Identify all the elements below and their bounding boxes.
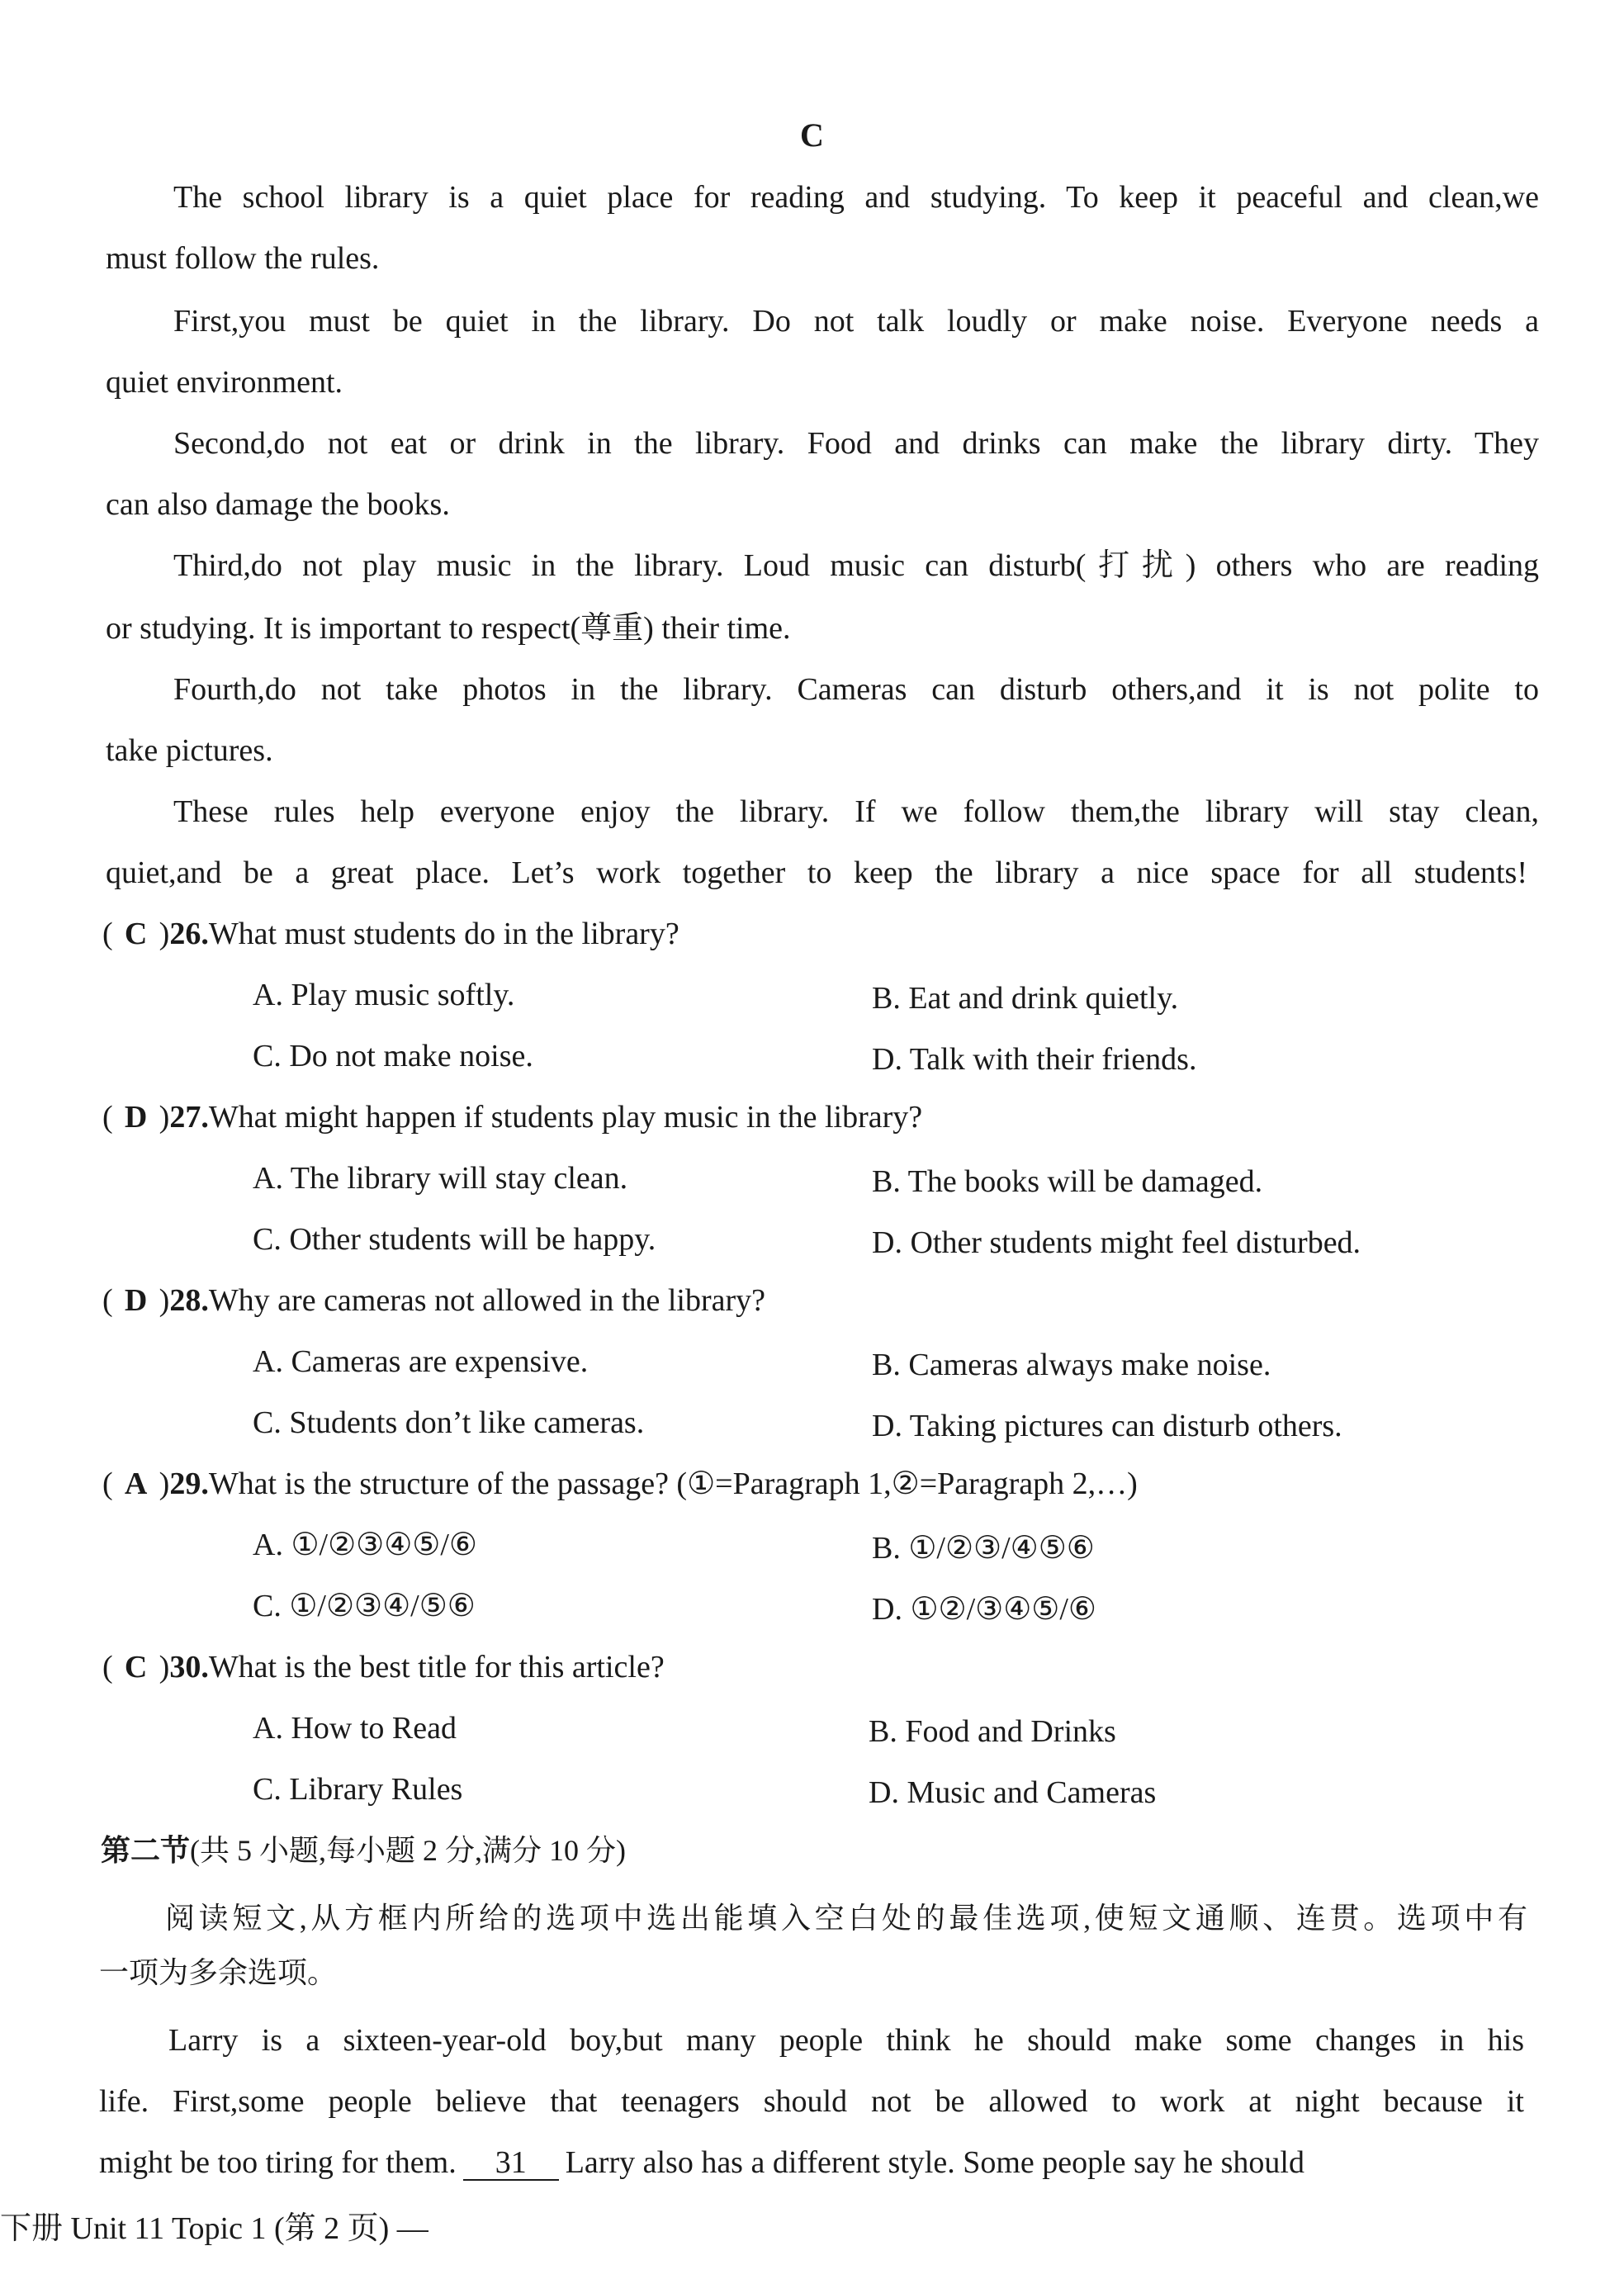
option-c: C. Library Rules: [253, 1772, 463, 1807]
question-30: ( C )30.What is the best title for this article?: [102, 1650, 665, 1684]
passage-line-with-blank: [99, 2144, 1304, 2182]
passage-line: can also damage the books.: [106, 487, 450, 522]
passage-line: Larry is a sixteen-year-old boy,but many people think he should make some changes in his: [168, 2023, 1524, 2058]
passage-line: Third,do not play music in the library. Loud music can disturb(打扰) others who are reading: [173, 548, 1539, 583]
instruction-line: 阅读短文,从方框内所给的选项中选出能填入空白处的最佳选项,使短文通顺、连贯。选项中有: [165, 1902, 1527, 1935]
question-number: 29.: [169, 1466, 209, 1501]
passage-line: These rules help everyone enjoy the library. If we follow them,the library will stay clean,: [173, 794, 1539, 829]
passage-line: take pictures.: [106, 733, 273, 768]
question-number: 30.: [169, 1650, 209, 1684]
answer-mark: C: [124, 1650, 148, 1684]
passage-line: Fourth,do not take photos in the library. Cameras can disturb others,and it is not polite to: [173, 672, 1539, 707]
passage-line: or studying. It is important to respect(尊重) their time.: [106, 611, 791, 646]
option-d: D. ①②/③④⑤/⑥: [872, 1592, 1096, 1627]
option-a: A. The library will stay clean.: [253, 1161, 628, 1196]
answer-mark: A: [124, 1466, 148, 1501]
question-26: ( C )26.What must students do in the library?: [102, 917, 679, 951]
passage-text: Larry also has a different style. Some people say he should: [565, 2145, 1304, 2180]
page-footer: 下册 Unit 11 Topic 1 (第 2 页) —: [0, 2211, 428, 2246]
blank-31: 31: [463, 2146, 559, 2181]
option-a: A. Play music softly.: [253, 978, 515, 1012]
question-number: 26.: [169, 917, 209, 951]
option-b: B. ①/②③/④⑤⑥: [872, 1531, 1095, 1566]
passage-line: must follow the rules.: [106, 241, 380, 276]
option-c: C. ①/②③④/⑤⑥: [253, 1589, 476, 1623]
question-27: ( D )27.What might happen if students play music in the library?: [102, 1100, 923, 1135]
passage-line: quiet,and be a great place. Let’s work together to keep the library a nice space for all students!: [106, 855, 1527, 890]
option-d: D. Music and Cameras: [869, 1775, 1157, 1810]
passage-line: quiet environment.: [106, 365, 343, 400]
option-c: C. Do not make noise.: [253, 1039, 533, 1073]
question-text: What might happen if students play music in the library?: [208, 1100, 923, 1135]
option-d: D. Taking pictures can disturb others.: [872, 1409, 1342, 1443]
option-b: B. Food and Drinks: [869, 1714, 1116, 1749]
option-b: B. Cameras always make noise.: [872, 1348, 1271, 1382]
question-text: Why are cameras not allowed in the library?: [208, 1283, 766, 1318]
section-heading: [101, 1831, 626, 1869]
passage-letter: C: [800, 116, 824, 154]
option-c: C. Other students will be happy.: [253, 1222, 656, 1257]
passage-line: Second,do not eat or drink in the library. Food and drinks can make the library dirty. They: [173, 426, 1539, 461]
question-text: What is the best title for this article?: [208, 1650, 665, 1684]
question-number: 27.: [169, 1100, 209, 1135]
answer-mark: C: [124, 917, 148, 951]
option-a: A. How to Read: [253, 1711, 457, 1746]
option-d: D. Other students might feel disturbed.: [872, 1225, 1361, 1260]
passage-line: life. First,some people believe that teenagers should not be allowed to work at night because it: [99, 2084, 1524, 2119]
answer-mark: D: [124, 1283, 148, 1318]
option-b: B. The books will be damaged.: [872, 1164, 1263, 1199]
question-28: ( D )28.Why are cameras not allowed in the library?: [102, 1283, 766, 1318]
answer-mark: D: [124, 1100, 148, 1135]
section-title: 第二节: [101, 1834, 191, 1867]
instruction-line: 一项为多余选项。: [99, 1956, 338, 1989]
question-number: 28.: [169, 1283, 209, 1318]
passage-line: First,you must be quiet in the library. Do not talk loudly or make noise. Everyone needs a: [173, 304, 1539, 339]
passage-line: The school library is a quiet place for reading and studying. To keep it peaceful and clean,we: [173, 180, 1539, 215]
question-29: ( A )29.What is the structure of the passage? (①=Paragraph 1,②=Paragraph 2,…): [102, 1466, 1138, 1501]
option-d: D. Talk with their friends.: [872, 1042, 1197, 1077]
question-text: What must students do in the library?: [208, 917, 679, 951]
question-text: What is the structure of the passage? (①=Paragraph 1,②=Paragraph 2,…): [208, 1466, 1138, 1501]
option-a: A. ①/②③④⑤/⑥: [253, 1528, 477, 1562]
option-b: B. Eat and drink quietly.: [872, 981, 1179, 1016]
option-c: C. Students don’t like cameras.: [253, 1405, 645, 1440]
passage-text: might be too tiring for them.: [99, 2145, 457, 2180]
option-a: A. Cameras are expensive.: [253, 1344, 589, 1379]
section-detail: (共 5 小题,每小题 2 分,满分 10 分): [190, 1834, 626, 1867]
